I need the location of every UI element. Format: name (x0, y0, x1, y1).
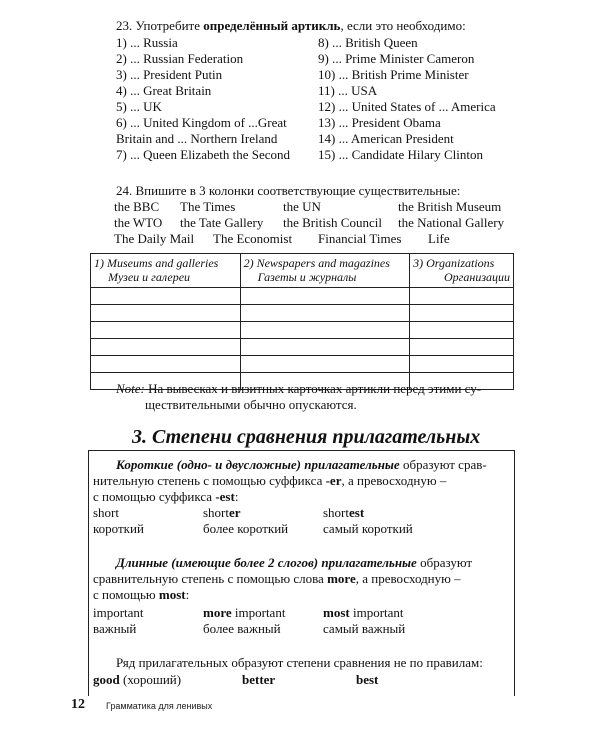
list-item: 3) ... President Putin (116, 67, 223, 82)
header-newspapers: 2) Newspapers and magazines Газеты и журналы (240, 254, 410, 288)
irregular-text: Ряд прилагательных образуют степени сравнения не по правилам: (116, 655, 483, 670)
table-row (91, 322, 514, 339)
table-cell[interactable] (91, 288, 241, 305)
example-shortest-ru: самый короткий (323, 521, 413, 536)
list-item: 10) ... British Prime Minister (318, 67, 469, 82)
list-item: 7) ... Queen Elizabeth the Second (116, 147, 290, 162)
table-row (91, 305, 514, 322)
example-short: short (93, 505, 119, 520)
rule-short-line3: с помощью суффикса -est: (93, 489, 239, 504)
header-organizations: 3) Organizations Организации (410, 254, 514, 288)
example-shorter-ru: более короткий (203, 521, 289, 536)
note-line2: ществительными обычно опускаются. (145, 397, 357, 412)
table-cell[interactable] (240, 322, 410, 339)
word-the-un: the UN (283, 199, 321, 214)
list-item: 8) ... British Queen (318, 35, 418, 50)
book-title: Грамматика для ленивых (106, 701, 213, 711)
example-shortest: shortest (323, 505, 365, 520)
word-the-national-gallery: the National Gallery (398, 215, 505, 230)
rule-long-line1: Длинные (имеющие более 2 слогов) прилагательные образуют (116, 555, 473, 570)
table-cell[interactable] (240, 356, 410, 373)
example-important: important (93, 605, 144, 620)
table-row (91, 288, 514, 305)
example-more-important: more important (203, 605, 286, 620)
table-cell[interactable] (410, 322, 514, 339)
table-row (91, 356, 514, 373)
ex23-heading: 23. Употребите определённый артикль, если это необходимо: (116, 18, 466, 33)
rule-long-line3: с помощью most: (93, 587, 190, 602)
example-best: best (356, 672, 379, 687)
list-item: 5) ... UK (116, 99, 162, 114)
example-most-important: most important (323, 605, 404, 620)
word-the-wto: the WTO (114, 215, 163, 230)
rule-short-line1: Короткие (одно- и двусложные) прилагательные образуют срав- (116, 457, 487, 472)
list-item: Britain and ... Northern Ireland (116, 131, 278, 146)
table-cell[interactable] (410, 339, 514, 356)
example-shorter: shorter (203, 505, 241, 520)
word-life: Life (428, 231, 450, 246)
table-cell[interactable] (410, 288, 514, 305)
ex23-right-column (318, 35, 496, 163)
rule-short-line2: нительную степень с помощью суффикса -er, а превосходную – (93, 473, 447, 488)
header-museums: 1) Museums and galleries Музеи и галереи (91, 254, 241, 288)
example-most-important-ru: самый важный (323, 621, 406, 636)
list-item: 15) ... Candidate Hilary Clinton (318, 147, 484, 162)
rule-long-line2: сравнительную степень с помощью слова more, а превосходную – (93, 571, 461, 586)
table-cell[interactable] (91, 339, 241, 356)
table-cell[interactable] (240, 305, 410, 322)
word-the-economist: The Economist (213, 231, 293, 246)
note-label: Note: (116, 381, 145, 396)
table-cell[interactable] (91, 305, 241, 322)
example-good: good (хороший) (93, 672, 182, 687)
example-better: better (242, 672, 276, 687)
list-item: 9) ... Prime Minister Cameron (318, 51, 475, 66)
table-header-row (91, 254, 514, 288)
list-item: 12) ... United States of ... America (318, 99, 496, 114)
word-the-tate-gallery: the Tate Gallery (180, 215, 264, 230)
section-title: 3. Степени сравнения прилагательных (132, 426, 481, 448)
list-item: 4) ... Great Britain (116, 83, 212, 98)
word-the-times: The Times (180, 199, 236, 214)
word-financial-times: Financial Times (318, 231, 402, 246)
list-item: 6) ... United Kingdom of ...Great (116, 115, 287, 130)
word-the-british-museum: the British Museum (398, 199, 502, 214)
list-item: 13) ... President Obama (318, 115, 441, 130)
example-short-ru: короткий (93, 521, 144, 536)
table-cell[interactable] (91, 356, 241, 373)
page-number: 12 (71, 697, 85, 712)
note: Note: На вывесках и визитных карточках артикли перед этими су- (116, 381, 482, 396)
list-item: 11) ... USA (318, 83, 378, 98)
list-item: 14) ... American President (318, 131, 454, 146)
list-item: 2) ... Russian Federation (116, 51, 244, 66)
table-cell[interactable] (410, 305, 514, 322)
ex24-heading: 24. Впишите в 3 колонки соответствующие существительные: (116, 183, 461, 198)
table-cell[interactable] (410, 356, 514, 373)
list-item: 1) ... Russia (116, 35, 178, 50)
table-row (91, 339, 514, 356)
table-cell[interactable] (240, 339, 410, 356)
example-more-important-ru: более важный (203, 621, 281, 636)
ex23-left-column (116, 35, 290, 163)
ex24-table (90, 253, 514, 390)
word-the-bbc: the BBC (114, 199, 160, 214)
table-cell[interactable] (240, 288, 410, 305)
word-the-daily-mail: The Daily Mail (114, 231, 195, 246)
example-important-ru: важный (93, 621, 137, 636)
table-cell[interactable] (91, 322, 241, 339)
word-the-british-council: the British Council (283, 215, 382, 230)
